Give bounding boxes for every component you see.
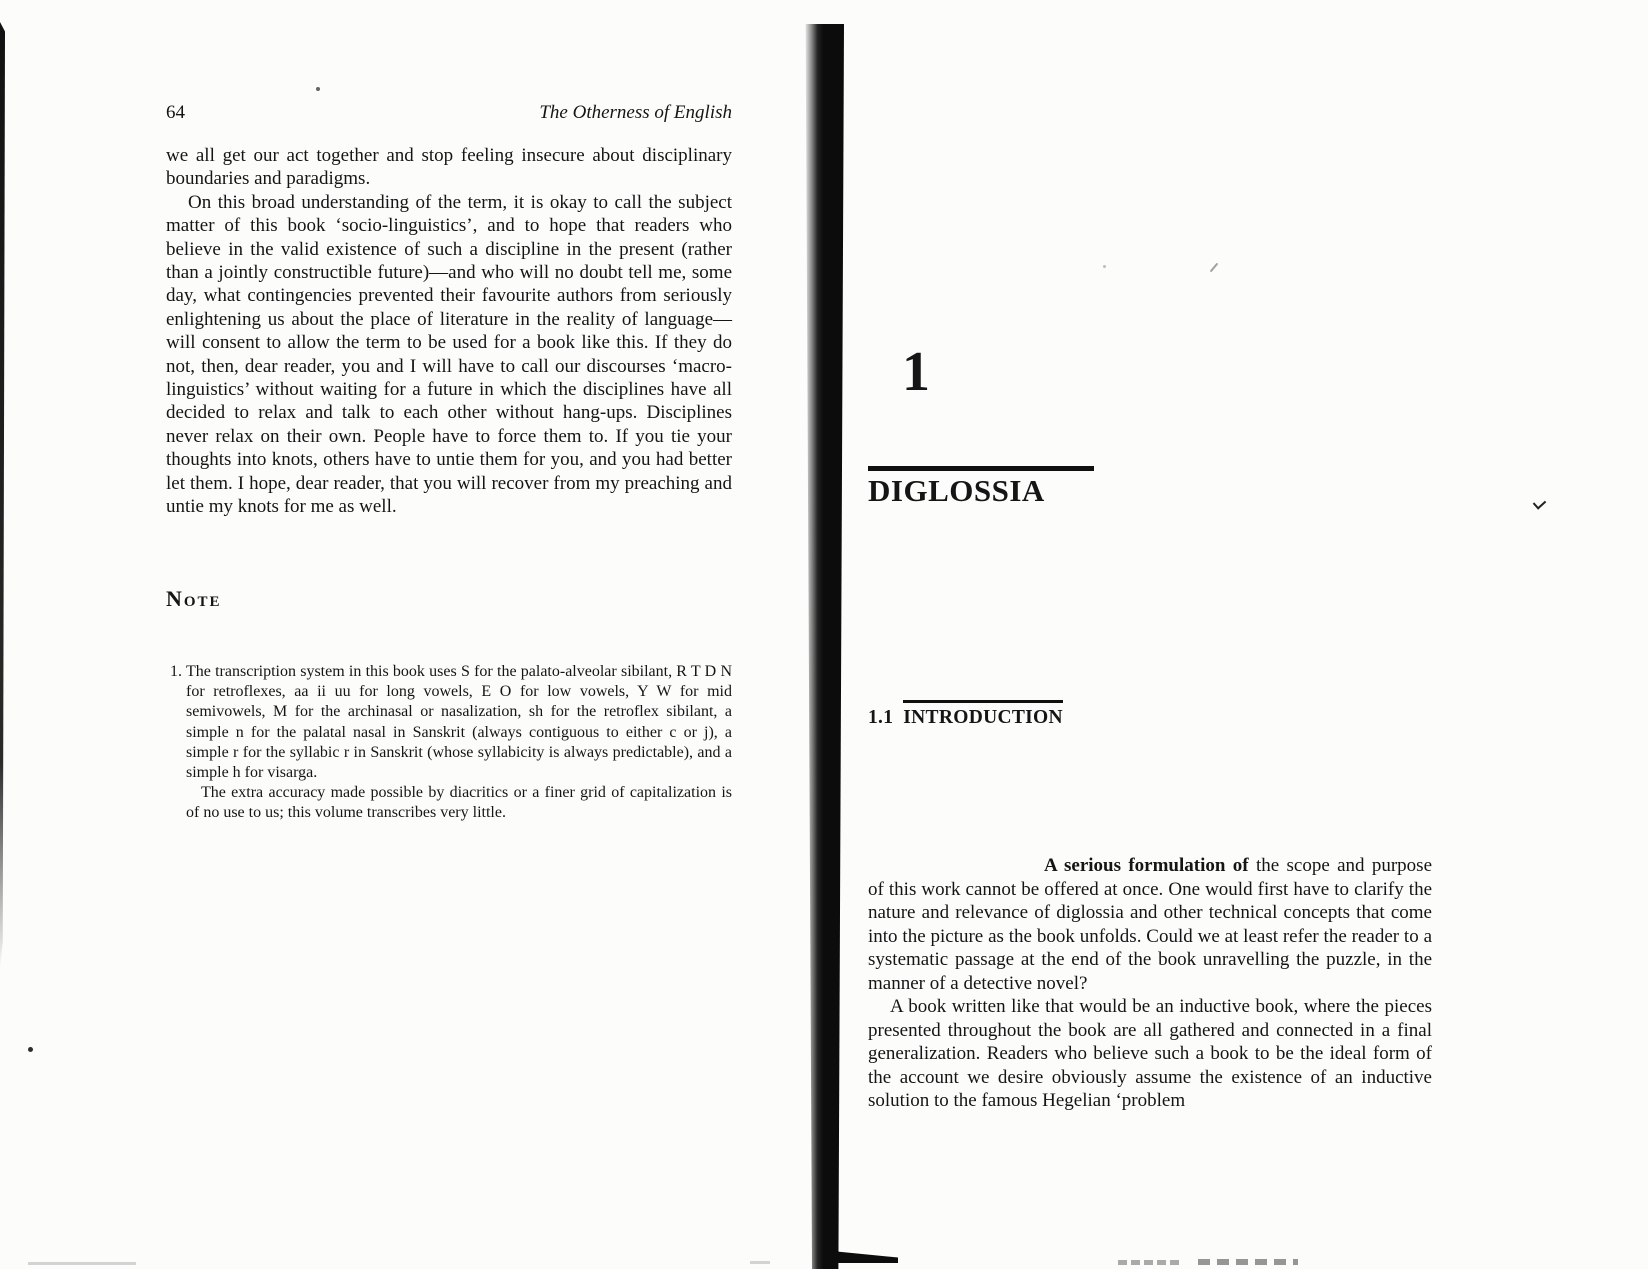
footnote-marker: 1.	[170, 663, 182, 680]
cut-off-footer-text-fragment	[1198, 1259, 1298, 1265]
footnote-item	[166, 662, 732, 824]
chapter-title: DIGLOSSIA	[868, 473, 1045, 508]
scan-speck	[316, 87, 320, 91]
scan-speck	[1210, 263, 1219, 273]
body-text	[868, 854, 1432, 1113]
page-number: 64	[166, 102, 185, 123]
section-number: 1.1	[868, 707, 894, 728]
footnote-paragraph: The transcription system in this book uses S for the palato-alveolar sibilant, R T D N for retroflexes, aa ii uu for long vowels, E O for low vowels, Y W for mid semivowels, M for the archinasal or nasalization, sh for the retroflex sibilant, a simple n for the palatal nasal in Sanskrit (always contiguous to either c or j), a simple r for the syllabic r in Sanskrit (whose syllabicity is always predictable), and a simple h for visarga.	[186, 663, 732, 782]
chapter-number: 1	[902, 341, 930, 403]
scan-speck	[1103, 265, 1106, 268]
scan-speck	[28, 1047, 33, 1052]
paragraph-continuation: the scope and purpose of this work cannot be offered at once. One would first have to clarify the nature and relevance of diglossia and other technical concepts that come into the picture as the book unfolds. Could we at least refer the reader to a systematic passage at the end of the book unravelling the puzzle, in the manner of a detective novel?	[868, 855, 1432, 994]
section-heading	[868, 700, 1063, 729]
book-gutter-shadow	[804, 24, 844, 1269]
book-gutter-shadow-foot	[828, 1247, 898, 1263]
scan-smudge	[28, 1262, 136, 1265]
paragraph: we all get our act together and stop feeling insecure about disciplinary boundaries and paradigms.	[166, 145, 732, 190]
footnote-paragraph: The extra accuracy made possible by diacritics or a finer grid of capitalization is of no use to us; this volume transcribes very little.	[186, 784, 732, 822]
running-title: The Otherness of English	[539, 102, 732, 123]
body-text	[166, 144, 732, 519]
note-heading: Note	[166, 586, 222, 611]
chapter-title-block	[868, 466, 1094, 509]
scan-edge-artifact	[0, 22, 5, 970]
section-title: INTRODUCTION	[903, 700, 1063, 729]
page-header	[166, 102, 732, 124]
paragraph: A book written like that would be an inductive book, where the pieces presented throughout the book are all gathered and connected in a final generalization. Readers who believe such a book to be the ideal form of the account we desire obviously assume the existence of an inductive solution to the famous Hegelian ‘problem	[868, 996, 1432, 1111]
cut-off-footer-text-fragment	[1118, 1260, 1180, 1265]
paragraph: On this broad understanding of the term, it is okay to call the subject matter of this book ‘socio-linguistics’, and to hope that readers who believe in the valid existence of such a discipline in the present (rather than a jointly constructible future)—and who will no doubt tell me, some day, what contingencies prevented their favourite authors from seriously enlightening us about the place of literature in the reality of language—will consent to allow the term to be used for a book like this. If they do not, then, dear reader, you and I will have to call our discourses ‘macro-linguistics’ without waiting for a future in which the disciplines have all decided to relax and talk to each other without hang-ups. Disciplines never relax on their own. People have to force them to. If you tie your thoughts into knots, others have to untie them for you, and you had better let them. I hope, dear reader, that you will recover from my preaching and untie my knots for me as well.	[166, 191, 732, 518]
footnote-block	[166, 662, 732, 824]
paragraph	[868, 854, 1432, 995]
chapter-title-rule	[868, 466, 1094, 471]
pencil-check-mark	[1533, 496, 1547, 509]
scan-smudge	[750, 1261, 770, 1264]
bold-lead-in: A serious formulation of	[1044, 855, 1249, 876]
